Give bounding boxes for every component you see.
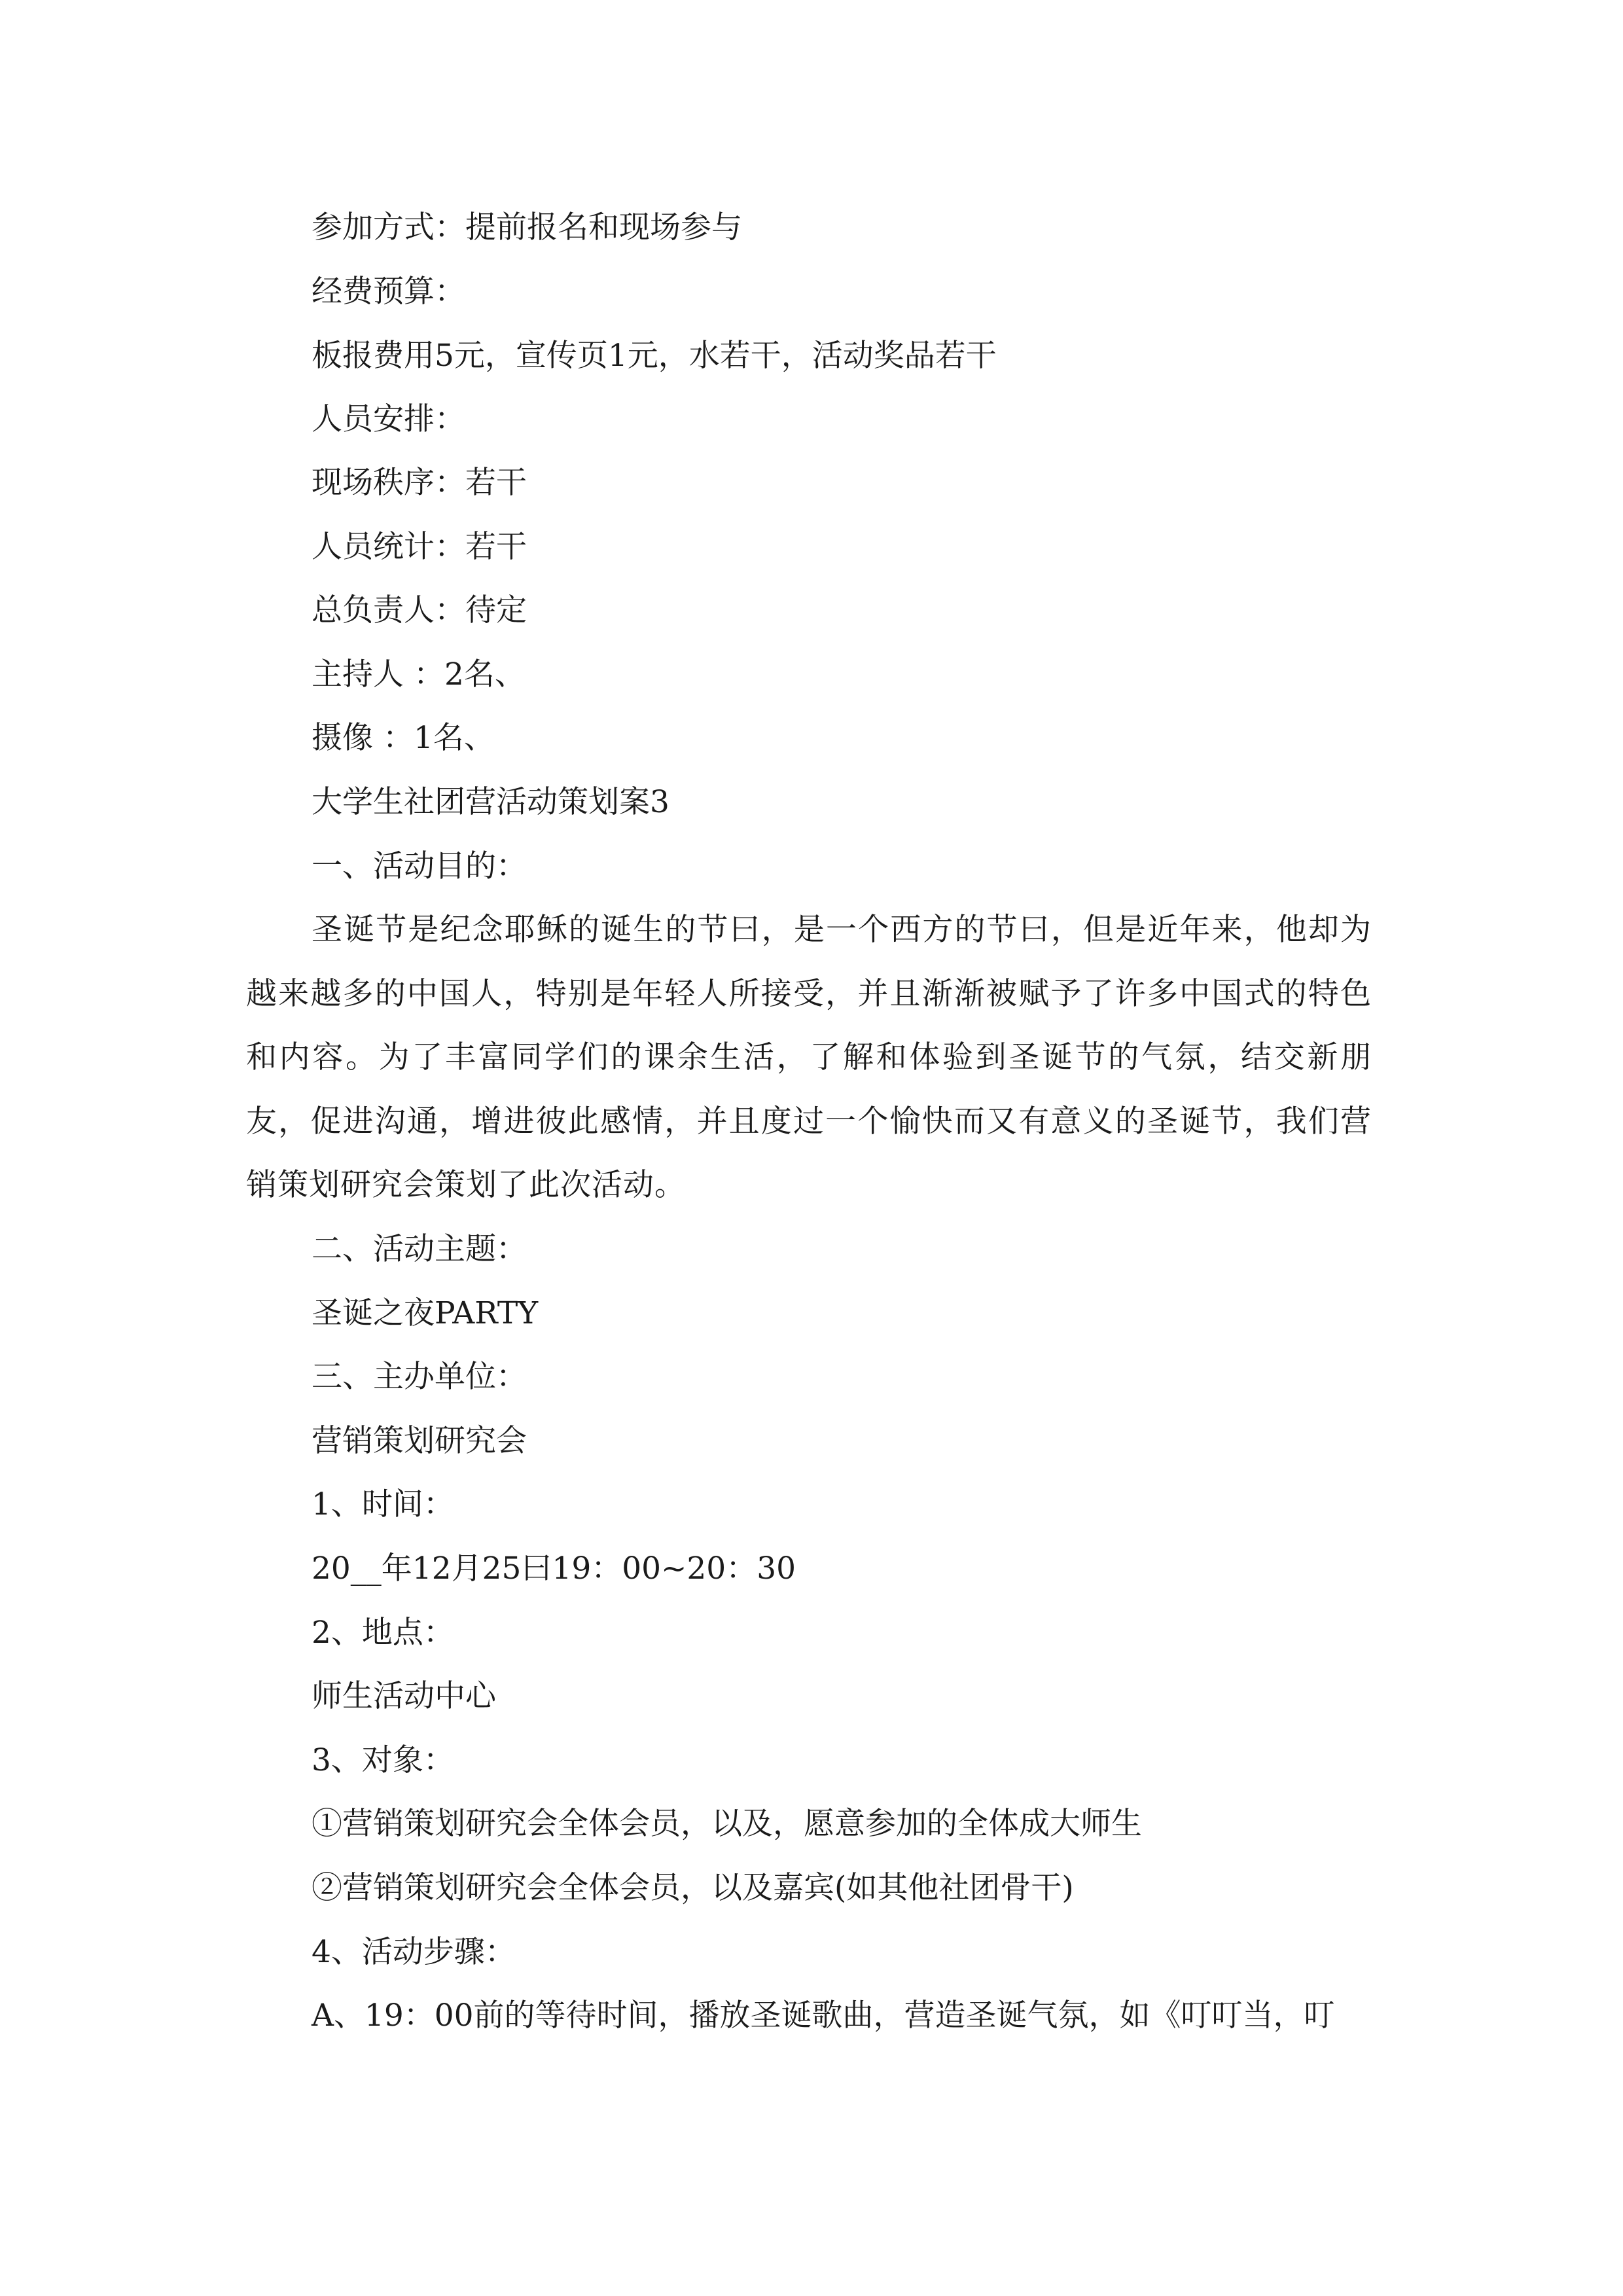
text-line-section-title: 大学生社团营活动策划案3 [312, 784, 669, 820]
text-line-onsite-order: 现场秩序：若干 [312, 465, 527, 501]
text-line-theme: 圣诞之夜PARTY [312, 1295, 539, 1331]
text-line-organizer-heading: 三、主办单位： [312, 1359, 527, 1395]
text-line-organizer: 营销策划研究会 [312, 1423, 527, 1459]
text-line-chief: 总负责人：待定 [312, 592, 527, 628]
text-line-steps-heading: 4、活动步骤： [312, 1934, 516, 1970]
text-line-time-heading: 1、时间： [312, 1486, 454, 1522]
text-line-staffing-heading: 人员安排： [312, 401, 465, 437]
text-line-budget-detail: 板报费用5元，宣传页1元，水若干，活动奖品若干 [312, 338, 997, 374]
text-line-camera: 摄像 ：1名、 [312, 720, 495, 756]
text-line-target-heading: 3、对象： [312, 1742, 454, 1778]
text-line-purpose-heading: 一、活动目的： [312, 848, 527, 884]
text-line-theme-heading: 二、活动主题： [312, 1231, 527, 1267]
text-line-budget-heading: 经费预算： [312, 274, 465, 310]
text-line-step-a: A、19：00前的等待时间，播放圣诞歌曲，营造圣诞气氛，如《叮叮当，叮 [312, 1998, 1335, 2034]
text-line-target-1: ①营销策划研究会全体会员，以及，愿意参加的全体成大师生 [312, 1806, 1142, 1842]
text-line-time: 20__年12月25曰19：00~20：30 [312, 1551, 796, 1587]
text-line-statistics: 人员统计：若干 [312, 529, 527, 565]
text-line-participation: 参加方式：提前报名和现场参与 [312, 209, 742, 245]
text-line-target-2: ②营销策划研究会全体会员，以及嘉宾(如其他社团骨干) [312, 1870, 1074, 1906]
text-line-host: 主持人 ：2名、 [312, 656, 526, 692]
purpose-paragraph: 圣诞节是纪念耶稣的诞生的节曰，是一个西方的节曰，但是近年来，他却为越来越多的中国人，特别是年轻人所接受，并且渐渐被赋予了许多中国式的特色和内容。为了丰富同学们的课余生活，了解和体验到圣诞节的气氛，结交新朋友，促进沟通，增进彼此感情，并且度过一个愉快而又有意义的圣诞节，我们营销策划研究会策划了此次活动。 [246, 912, 1372, 1204]
text-line-place: 师生活动中心 [312, 1678, 496, 1714]
text-line-place-heading: 2、地点： [312, 1615, 454, 1651]
